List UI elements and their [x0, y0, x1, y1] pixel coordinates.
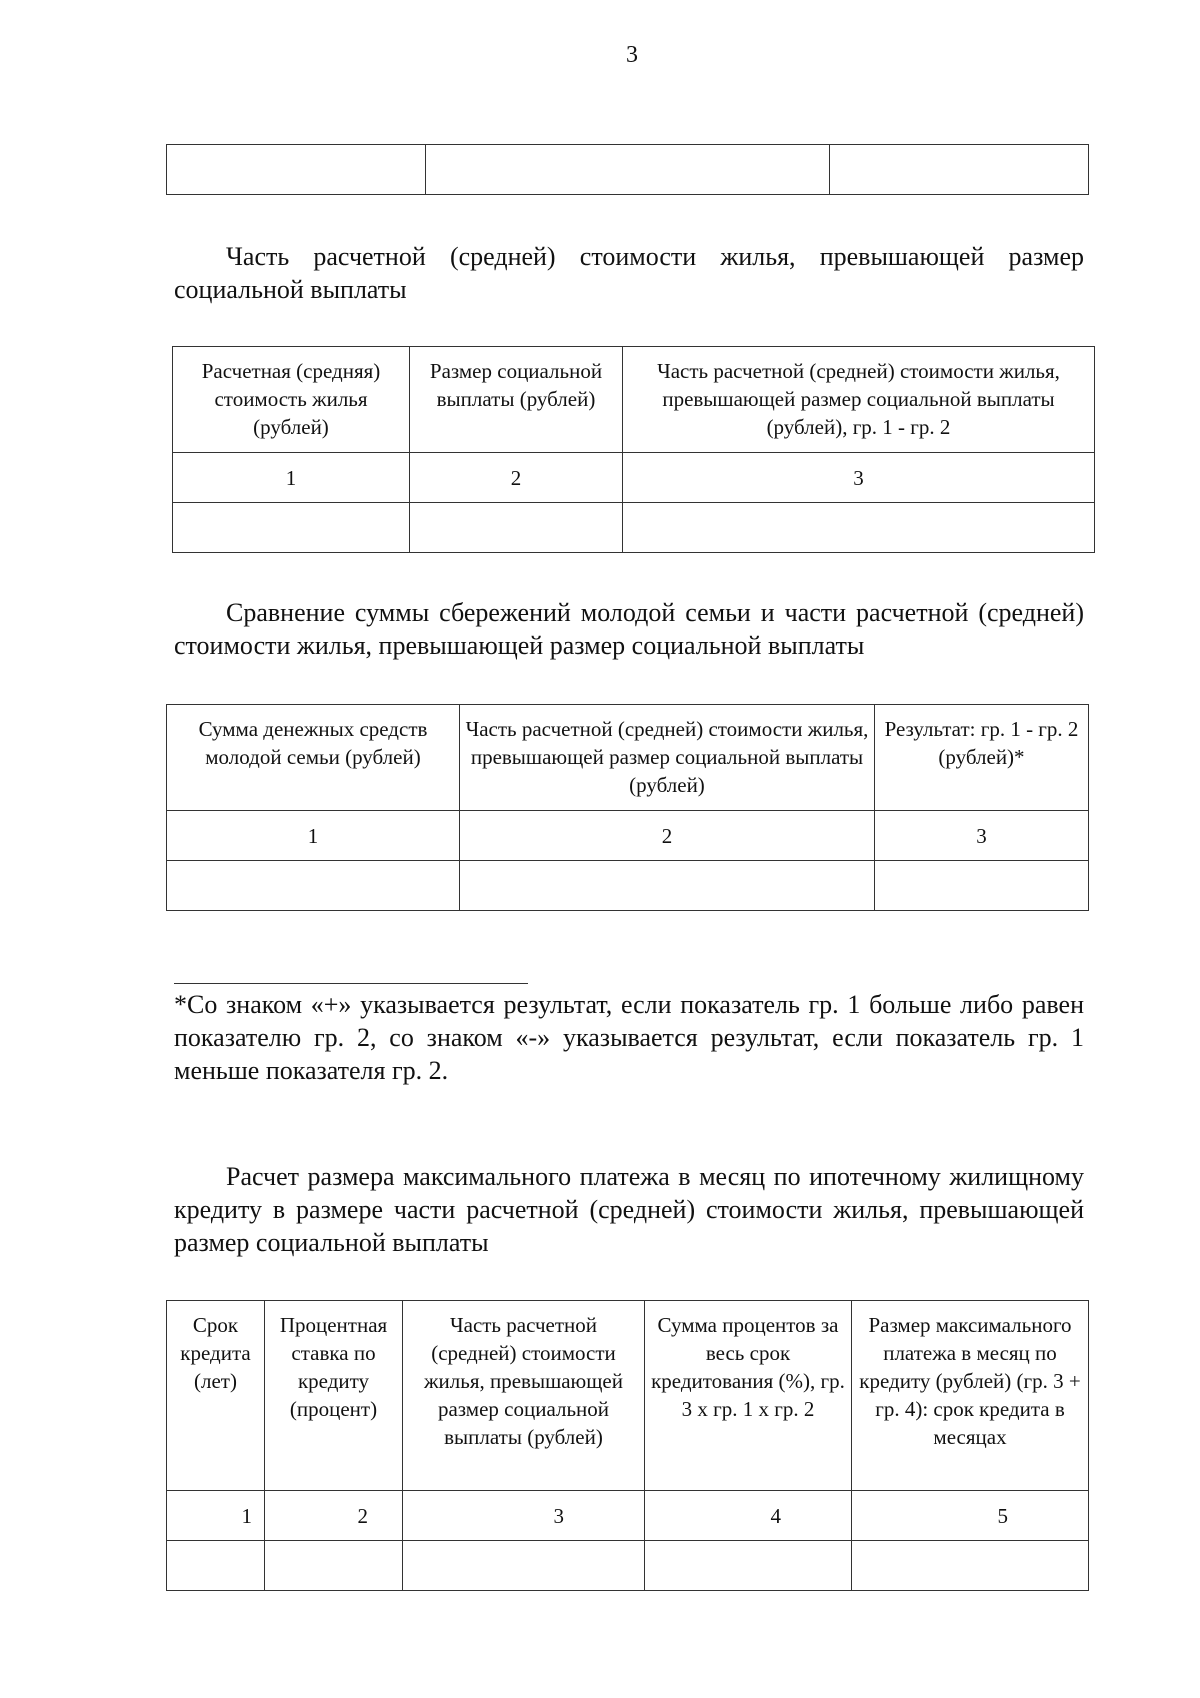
column-number: 2 [265, 1491, 403, 1541]
empty-cell[interactable] [167, 145, 426, 195]
footnote: *Со знаком «+» указывается результат, если показатель гр. 1 больше либо равен показателю гр. 2, со знаком «-» указывается результат, если показатель гр. 1 меньше показателя гр. 2. [174, 990, 1084, 1085]
empty-cell[interactable] [403, 1541, 645, 1591]
empty-cell[interactable] [426, 145, 830, 195]
empty-cell[interactable] [830, 145, 1089, 195]
column-number: 1 [167, 1491, 265, 1541]
column-number: 1 [173, 453, 410, 503]
section3-title: Расчет размера максимального платежа в месяц по ипотечному жилищному кредиту в размере части расчетной (средней) стоимости жилья, превышающей размер социальной выплаты [174, 1162, 1084, 1257]
header-cell: Сумма денежных средств молодой семьи (рублей) [167, 705, 460, 811]
empty-cell[interactable] [410, 503, 623, 553]
header-cell: Расчетная (средняя) стоимость жилья (рублей) [173, 347, 410, 453]
empty-cell[interactable] [645, 1541, 852, 1591]
header-cell: Процентная ставка по кредиту (процент) [265, 1301, 403, 1491]
header-cell: Часть расчетной (средней) стоимости жилья, превышающей размер социальной выплаты (рублей), гр. 1 - гр. 2 [623, 347, 1095, 453]
column-number: 1 [167, 811, 460, 861]
section3-table [166, 1300, 1089, 1591]
column-number: 2 [410, 453, 623, 503]
section1-title: Часть расчетной (средней) стоимости жилья, превышающей размер социальной выплаты [174, 242, 1084, 304]
footnote-divider [174, 983, 528, 984]
page-number: 3 [626, 42, 638, 68]
section2-table [166, 704, 1089, 911]
header-cell: Размер социальной выплаты (рублей) [410, 347, 623, 453]
empty-cell[interactable] [173, 503, 410, 553]
header-cell: Размер максимального платежа в месяц по кредиту (рублей) (гр. 3 + гр. 4): срок кредита в месяцах [852, 1301, 1089, 1491]
header-cell: Срок кредита (лет) [167, 1301, 265, 1491]
column-number: 4 [645, 1491, 852, 1541]
column-number: 5 [852, 1491, 1089, 1541]
column-number: 2 [460, 811, 875, 861]
header-cell: Часть расчетной (средней) стоимости жилья, превышающей размер социальной выплаты (рублей) [460, 705, 875, 811]
empty-cell[interactable] [875, 861, 1089, 911]
section1-table [172, 346, 1095, 553]
header-cell: Часть расчетной (средней) стоимости жилья, превышающей размер социальной выплаты (рублей) [403, 1301, 645, 1491]
empty-cell[interactable] [265, 1541, 403, 1591]
column-number: 3 [875, 811, 1089, 861]
header-cell: Результат: гр. 1 - гр. 2 (рублей)* [875, 705, 1089, 811]
column-number: 3 [623, 453, 1095, 503]
empty-cell[interactable] [167, 861, 460, 911]
header-cell: Сумма процентов за весь срок кредитования (%), гр. 3 х гр. 1 х гр. 2 [645, 1301, 852, 1491]
empty-cell[interactable] [460, 861, 875, 911]
empty-cell[interactable] [852, 1541, 1089, 1591]
empty-cell[interactable] [623, 503, 1095, 553]
section2-title: Сравнение суммы сбережений молодой семьи и части расчетной (средней) стоимости жилья, превышающей размер социальной выплаты [174, 598, 1084, 660]
carryover-table [166, 144, 1089, 195]
column-number: 3 [403, 1491, 645, 1541]
empty-cell[interactable] [167, 1541, 265, 1591]
